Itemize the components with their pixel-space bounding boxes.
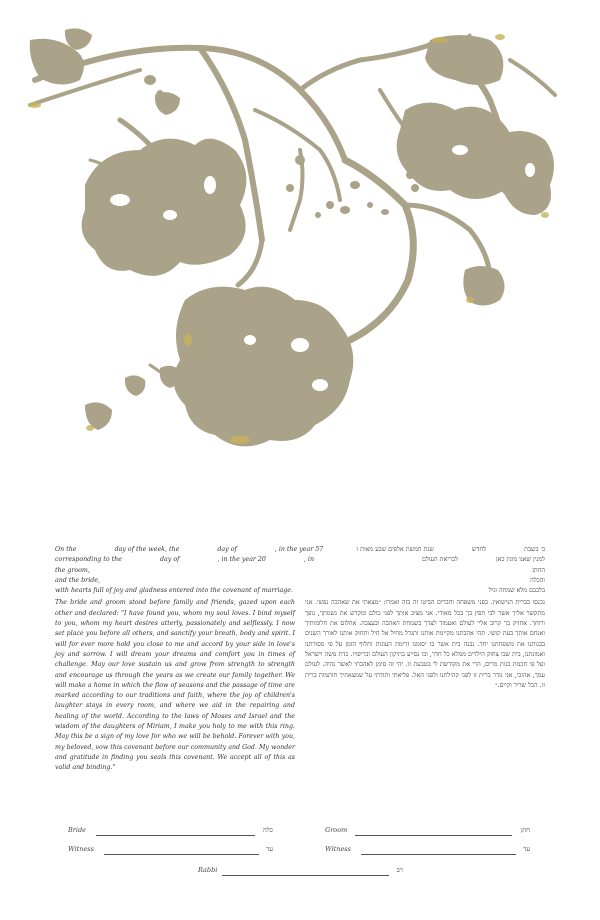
witness-right-signature-line[interactable] xyxy=(325,845,530,857)
groom-label: Groom xyxy=(325,826,348,834)
rabbi-label: Rabbi xyxy=(198,866,218,874)
he-line1-c: לחדש xyxy=(471,546,487,553)
bride-hebrew-label: כלה xyxy=(263,826,273,834)
english-date-line xyxy=(55,545,324,555)
en-line1-c: day of xyxy=(217,546,237,553)
en-line1-b: day of the week, the xyxy=(114,546,180,553)
rabbi-hebrew-label: רב xyxy=(396,866,403,874)
en-line1-a: On the xyxy=(55,546,77,553)
en-line2-c: , in the year 20 xyxy=(217,556,266,564)
he-line1-b: בשבת xyxy=(524,546,539,553)
english-bride-line: and the bride, xyxy=(55,576,100,584)
en-line1-d: , in the year 57 xyxy=(274,546,324,553)
en-line2-d: , in xyxy=(303,556,314,564)
en-line2-a: corresponding to the xyxy=(55,556,122,564)
hebrew-civil-date-line xyxy=(305,555,545,565)
he-line1-a: ב׳ xyxy=(540,546,545,553)
english-intro-line: with hearts full of joy and gladness entered into the covenant of marriage. xyxy=(55,587,293,595)
rabbi-signature-line[interactable] xyxy=(198,866,403,878)
witness-right-hebrew-label: עד xyxy=(523,845,530,853)
he-line2-b: לבריאת העולם xyxy=(421,556,458,564)
hebrew-groom-line: החתן xyxy=(532,566,545,574)
groom-signature-line[interactable] xyxy=(325,826,530,838)
hebrew-date-line xyxy=(305,545,545,555)
witness-right-label: Witness xyxy=(325,845,351,853)
groom-hebrew-label: חתן xyxy=(520,826,530,834)
he-line2-a: למנין שאנו מונין כאן xyxy=(496,556,545,564)
witness-left-signature-line[interactable] xyxy=(68,845,273,857)
english-civil-date-line xyxy=(55,555,314,565)
english-body-text: The bride and groom stood before family and friends, gazed upon each other and declared: "I have found you, whom my soul loves. I bind myself to you, whom my heart desires utterly, passionately and selflessly. I now set place you before all others, and sanctify your breath, body and spirit. I will for ever more hold you close to me and accord by your side in love's joy and sorrow. I will dream your dreams and comfort you in times of challenge. May our love sustain us and grow from strength to strength and encourage us through the years as we create our family together. We will make a home in which the flow of seasons and the passage of time are marked according to our traditions and faith, where the joy of children's laughter stays in every room, and where we aid in the repairing and healing of the world. According to the laws of Moses and Israel and the wisdom of the daughters of Miriam, I make you holy to me with this ring. May this be a sign of my love for who we will be behold. Forever with you, my beloved, vow this covenant before our community and God. My wonder and gratitude in finding you seals this covenant. We accept all of this as valid and binding." xyxy=(55,599,295,772)
hebrew-body-text: נכנסו בברית הנישואין. בפני משפחה וחברים הביטו זה בזה ואמרו: ״מצאתי את שאהבה נפשי. אני מתקשר אליך אשר לבי חפץ בך בכל מאודי. אני מציב אותך לפני כולם ומקדש את נשמתך, גופך ורוחך. אחזיק בך קרוב אליי לעולם ואעמוד לצדך בשמחת האהבה ובעצבה. אחלום את חלומותיך ואנחם אותך בעת קושי. תהי אהבתנו מקיימת אותנו ותגדל מחיל אל חיל ותחזק אותנו לאורך השנים בבנותנו את משפחתנו יחד. נבנה בית אשר בו יסומנו זרימת העונות וחלוף הזמן על פי מסורתנו ואמונתנו, בית שבו צחוק הילדים ממלא כל חדר, ובו נסייע בתיקון העולם ובריפויו. כדת משה וישראל ועל פי חכמת בנות מרים, הרי את מקודשת לי בטבעת זו. יהי זה סימן לאהבתי לאשר נהיה. לעולם עמך, אהובי, אני נודר ברית זו לפני קהילתנו ולפני האל. פליאתי ותודתי על שמצאתיך חותמות ברית זו. הכל שריר וקיים.״ xyxy=(305,599,545,689)
hebrew-text-column xyxy=(305,545,545,691)
witness-left-hebrew-label: עד xyxy=(266,845,273,853)
en-line2-b: day of xyxy=(159,556,180,564)
hebrew-intro-line: בלבבם מלא שמחה וגיל xyxy=(488,587,545,595)
bride-signature-line[interactable] xyxy=(68,826,273,838)
english-text-column xyxy=(55,545,324,774)
he-line1-d: שנת חמשת אלפים שבע מאות ו xyxy=(356,546,434,553)
english-groom-line: the groom, xyxy=(55,566,90,574)
hebrew-bride-line: והכלה xyxy=(530,576,545,584)
bride-label: Bride xyxy=(68,826,86,834)
witness-left-label: Witness xyxy=(68,845,94,853)
